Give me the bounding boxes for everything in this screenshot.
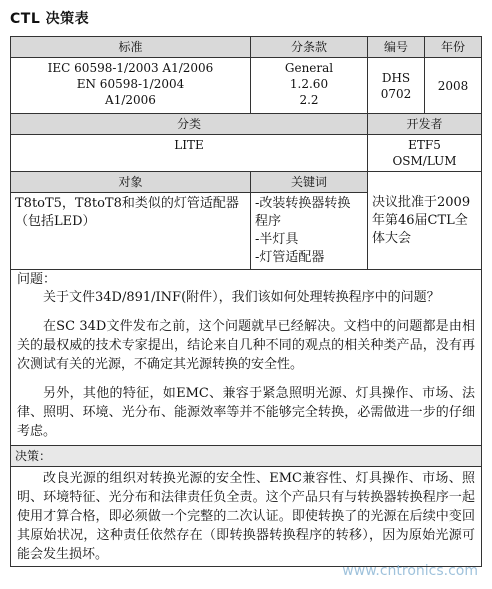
developer-line: OSM/LUM xyxy=(392,154,457,168)
classification-header: 分类 xyxy=(11,114,368,135)
keyword-item: -半灯具 xyxy=(255,232,299,247)
clause-line: 2.2 xyxy=(299,93,319,107)
keywords-header: 关键词 xyxy=(251,172,368,193)
question-paragraph: 关于文件34D/891/INF(附件），我们该如何处理转换程序中的问题？ xyxy=(43,290,440,305)
object-header: 对象 xyxy=(11,172,251,193)
keyword-item: -灯管适配器 xyxy=(255,250,325,265)
clauses-cell xyxy=(251,58,368,114)
decision-paragraph: 改良光源的组织对转换光源的安全性、EMC兼容性、灯具操作、市场、照明、环境特征、光分布和法律责任负全责。这个产品只有与转换器转换程序一起使用才算合格，即必须做一个完整的二次认证。即使转换了的光源在后续中变回其原始状况，这种责任依然存在（即转换器转换程序的转移），因为原始光源可能会发生损坏。 xyxy=(17,471,475,562)
decision-label: 决策： xyxy=(11,446,482,467)
clause-line: 1.2.60 xyxy=(289,77,329,91)
question-label: 问题： xyxy=(17,272,57,287)
clause-header: 分条款 xyxy=(251,37,368,58)
resolution-note: 决议批准于2009年第46届CTL全体大会 xyxy=(368,172,482,270)
year-header: 年份 xyxy=(425,37,482,58)
developer-line: ETF5 xyxy=(408,138,441,152)
question-paragraph: 在SC 34D文件发布之前，这个问题就早已经解决。文档中的问题都是由相关的最权威的技术专家提出，结论来自几种不同的观点的相关种类产品，没有再次测试有关的光源，不确定其光源转换的安全性。 xyxy=(17,319,475,372)
page-title: CTL 决策表 xyxy=(10,11,90,27)
number-line: DHS xyxy=(381,70,411,85)
standard-header: 标准 xyxy=(11,37,251,58)
number-line: 0702 xyxy=(380,86,412,101)
standard-line: IEC 60598-1/2003 A1/2006 xyxy=(47,61,214,75)
standard-line: EN 60598-1/2004 xyxy=(76,77,185,91)
keywords-cell xyxy=(251,193,368,270)
developer-cell xyxy=(368,135,482,172)
watermark: www.cntronics.com xyxy=(342,563,478,579)
number-cell xyxy=(368,58,425,114)
decision-section xyxy=(11,467,482,567)
question-section xyxy=(11,270,482,446)
number-header: 编号 xyxy=(368,37,425,58)
standard-line: A1/2006 xyxy=(105,93,156,107)
decision-table xyxy=(10,36,482,567)
question-paragraph: 另外，其他的特征，如EMC、兼容于紧急照明光源、灯具操作、市场、法律、照明、环境、光分布、能源效率等并不能够完全转换，必需做进一步的仔细考虑。 xyxy=(17,386,475,439)
clause-line: General xyxy=(284,61,334,75)
standards-cell xyxy=(11,58,251,114)
object-cell: T8toT5，T8toT8和类似的灯管适配器（包括LED） xyxy=(11,193,251,270)
developer-header: 开发者 xyxy=(368,114,482,135)
classification-cell: LITE xyxy=(11,135,368,172)
keyword-item: -改装转换器转换程序 xyxy=(255,196,351,229)
year-cell: 2008 xyxy=(425,58,482,114)
